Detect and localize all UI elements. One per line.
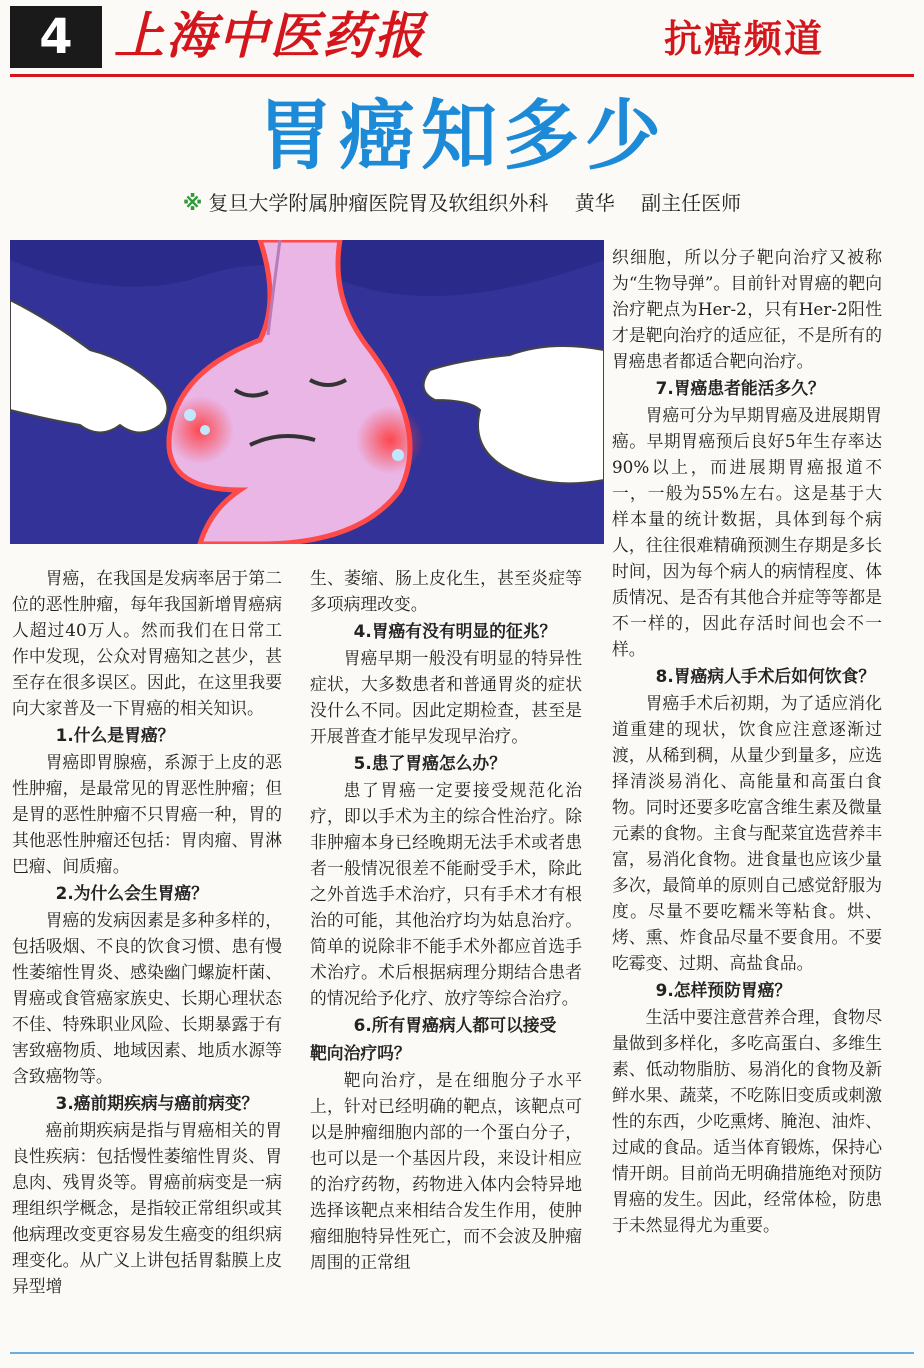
answer-5-paragraph: 患了胃癌一定要接受规范化治疗，即以手术为主的综合性治疗。除非肿瘤本身已经晚期无法手术或者患者一般情况很差不能耐受手术，除此之外首选手术治疗，只有手术才有根治的可能，其他治疗均为姑息治疗。简单的说除非不能手术外都应首选手术治疗。术后根据病理分期结合患者的情况给予化疗、放疗等综合治疗。 <box>310 780 582 1008</box>
question-2-heading: 2.为什么会生胃癌？ <box>55 883 208 903</box>
page-number-badge: 4 <box>10 6 102 68</box>
article-title: 胃癌知多少 <box>257 91 667 180</box>
question-9-heading: 9.怎样预防胃癌？ <box>655 980 792 1000</box>
question-5-heading: 5.患了胃癌怎么办？ <box>353 753 506 773</box>
answer-4-paragraph: 胃癌早期一般没有明显的特异性症状，大多数患者和普通胃炎的症状没什么不同。因此定期检查，甚至是开展普查才能早发现早治疗。 <box>310 648 582 746</box>
intro-paragraph: 胃癌，在我国是发病率居于第二位的恶性肿瘤，每年我国新增胃癌病人超过40万人。然而我们在日常工作中发现，公众对胃癌知之甚少，甚至存在很多误区。因此，在这里我要向大家普及一下胃癌的相关知识。 <box>12 568 282 718</box>
answer-3-continued: 生、萎缩、肠上皮化生，甚至炎症等多项病理改变。 <box>310 568 582 614</box>
byline-mark-icon: ※ <box>182 191 203 215</box>
question-3-heading: 3.癌前期疾病与癌前病变？ <box>55 1093 259 1113</box>
question-6-line-1: 6.所有胃癌病人都可以接受 <box>353 1015 557 1035</box>
header-divider <box>10 74 914 77</box>
question-6-line-2: 靶向治疗吗？ <box>310 1043 411 1063</box>
channel-label: 抗癌频道 <box>663 17 824 61</box>
page-header <box>10 4 914 74</box>
byline-text: 复旦大学附属肿瘤医院胃及软组织外科 黄华 副主任医师 <box>208 191 742 215</box>
question-1-heading: 1.什么是胃癌？ <box>55 725 175 745</box>
article-byline <box>0 188 924 218</box>
answer-6-paragraph: 靶向治疗，是在细胞分子水平上，针对已经明确的靶点，该靶点可以是肿瘤细胞内部的一个蛋白分子，也可以是一个基因片段，来设计相应的治疗药物，药物进入体内会特异地选择该靶点来相结合发生作用，使肿瘤细胞特异性死亡，而不会波及肿瘤周围的正常组 <box>310 1070 582 1272</box>
question-4-heading: 4.胃癌有没有明显的征兆？ <box>353 621 557 641</box>
question-6-heading <box>310 1011 582 1067</box>
question-7-heading: 7.胃癌患者能活多久？ <box>655 378 825 398</box>
answer-3-paragraph: 癌前期疾病是指与胃癌相关的胃良性疾病：包括慢性萎缩性胃炎、胃息肉、残胃炎等。胃癌前病变是一病理组织学概念，是指较正常组织或其他病理改变更容易发生癌变的组织病理变化。从广义上讲包括胃黏膜上皮异型增 <box>12 1120 282 1296</box>
answer-9-paragraph: 生活中要注意营养合理，食物尽量做到多样化，多吃高蛋白、多维生素、低动物脂肪、易消化的食物及新鲜水果、蔬菜，不吃陈旧变质或刺激性的东西，少吃熏烤、腌泡、油炸、过咸的食品。适当体育锻炼，保持心情开朗。目前尚无明确措施绝对预防胃癌的发生。因此，经常体检，防患于未然显得尤为重要。 <box>612 1007 882 1235</box>
bottom-divider <box>10 1352 914 1354</box>
text-column-3 <box>612 244 882 1238</box>
answer-6-continued: 织细胞，所以分子靶向治疗又被称为“生物导弹”。目前针对胃癌的靶向治疗靶点为Her-2，只有Her-2阳性才是靶向治疗的适应征，不是所有的胃癌患者都适合靶向治疗。 <box>612 247 882 371</box>
text-column-2 <box>310 565 582 1275</box>
crying-stomach-illustration <box>10 240 604 544</box>
answer-2-paragraph: 胃癌的发病因素是多种多样的，包括吸烟、不良的饮食习惯、患有慢性萎缩性胃炎、感染幽门螺旋杆菌、胃癌或食管癌家族史、长期心理状态不佳、特殊职业风险、长期暴露于有害致癌物质、地域因素、地质水源等含致癌物等。 <box>12 910 282 1086</box>
answer-1-paragraph: 胃癌即胃腺癌，系源于上皮的恶性肿瘤，是最常见的胃恶性肿瘤；但是胃的恶性肿瘤不只胃癌一种，胃的其他恶性肿瘤还包括：胃肉瘤、胃淋巴瘤、间质瘤。 <box>12 752 282 876</box>
answer-7-paragraph: 胃癌可分为早期胃癌及进展期胃癌。早期胃癌预后良好5年生存率达90%以上，而进展期胃癌报道不一，一般为55%左右。这是基于大样本量的统计数据，具体到每个病人，往往很难精确预测生存期是多长时间，因为每个病人的病情程度、体质情况、是否有其他合并症等等都是不一样的，因此存活时间也会不一样。 <box>612 405 882 659</box>
answer-8-paragraph: 胃癌手术后初期，为了适应消化道重建的现状，饮食应注意逐渐过渡，从稀到稠，从量少到量多，应选择清淡易消化、高能量和高蛋白食物。同时还要多吃富含维生素及微量元素的食物。主食与配菜宜选营养丰富，易消化食物。进食量也应该少量多次，最简单的原则自己感觉舒服为度。尽量不要吃糯米等粘食。烘、烤、熏、炸食品尽量不要食用。不要吃霉变、过期、高盐食品。 <box>612 693 882 973</box>
newspaper-masthead: 上海中医药报 <box>114 6 426 65</box>
text-column-1 <box>12 565 282 1299</box>
question-8-heading: 8.胃癌病人手术后如何饮食？ <box>655 666 876 686</box>
